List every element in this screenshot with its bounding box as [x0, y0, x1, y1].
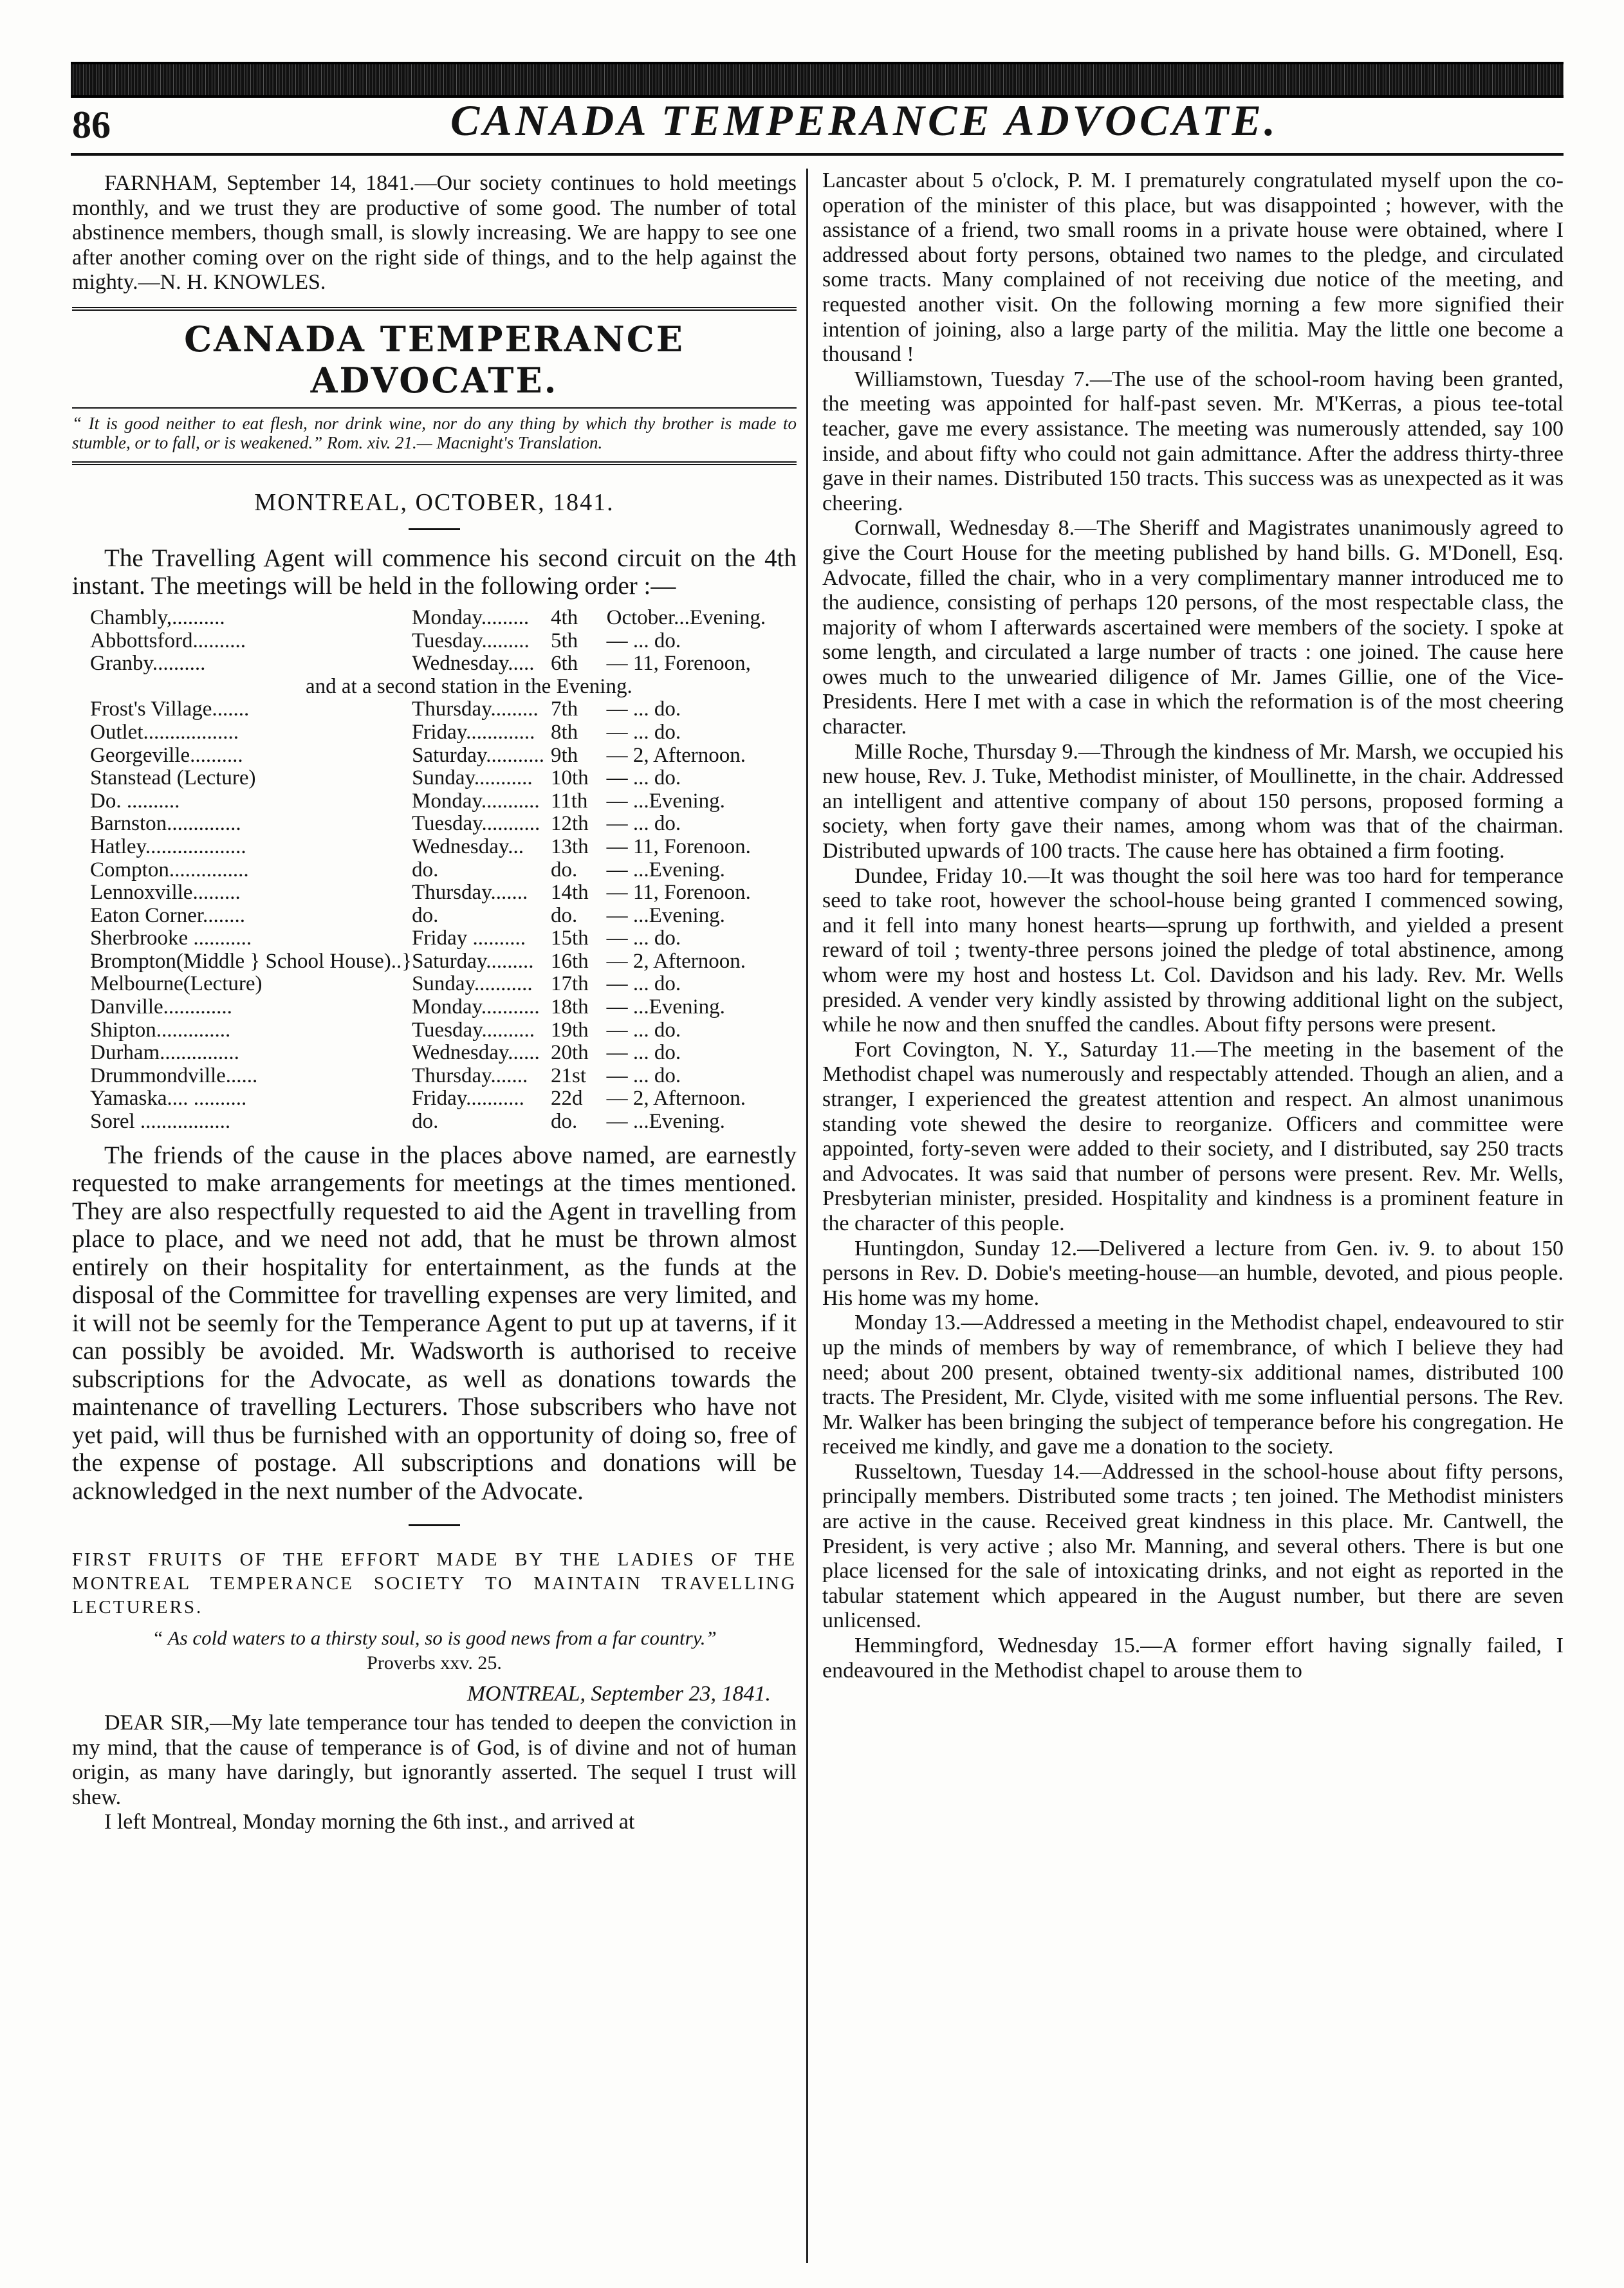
schedule-place: Sherbrooke ........... [90, 927, 252, 950]
report-williamstown: Williamstown, Tuesday 7.—The use of the school-room having been granted, the meeting was appointed for half-past seven. Mr. M'Kerras, a pious tee-total teacher, gave me every assistance. The meeting was numerously attended, say 100 inside, and about fifty who could not gain admittance. After the address thirty-three gave in their names. Distributed 150 tracts. This success was as unexpected as it was cheering. [822, 367, 1564, 515]
schedule-day: Wednesday... [412, 835, 524, 858]
report-mille-roche: Mille Roche, Thursday 9.—Through the kindness of Mr. Marsh, we occupied his new house, Rev. J. Tuke, Methodist minister, of Moullinette, in the chair. Addressed an intelligent and attentive company of about 150 persons, proposed forming a society, when forty gave their names, among whom was that of the chairman. Distributed upwards of 100 tracts. The cause here has obtained a firm footing. [822, 739, 1564, 863]
report-russeltown: Russeltown, Tuesday 14.—Addressed in the school-house about fifty persons, principally members. Distributed some tracts ; ten joined. The Methodist ministers are active in the cause. Received great kindness in this place. Mr. Cantwell, the President, is very active ; also Mr. Manning, and several others. There is but one place licensed for the sale of intoxicating drinks, and not eight as reported in the tabular statement which appeared in the August number, but there are seven unlicensed. [822, 1459, 1564, 1633]
schedule-place: Sorel ................. [90, 1110, 231, 1134]
motto-rule [72, 461, 797, 465]
schedule-day: Monday........... [412, 995, 540, 1019]
schedule-place: Brompton(Middle } School House)..} [90, 949, 412, 973]
agent-intro: The Travelling Agent will commence his second circuit on the 4th instant. The meetings will be held in the following order :— [72, 544, 797, 600]
first-fruits-heading: FIRST FRUITS OF THE EFFORT MADE BY THE LADIES OF THE MONTREAL TEMPERANCE SOCIETY TO MAINTAIN TRAVELLING LECTURERS. [72, 1549, 797, 1618]
schedule-date: 21st [550, 1064, 586, 1087]
meeting-schedule [90, 607, 766, 1134]
schedule-row [90, 1019, 766, 1042]
schedule-time: — ... do. [606, 697, 681, 721]
schedule-row [90, 607, 766, 630]
schedule-date: 10th [550, 766, 589, 790]
schedule-day: Tuesday......... [412, 629, 530, 652]
report-dundee: Dundee, Friday 10.—It was thought the soil here was too hard for temperance seed to take root, however the school-house being granted I commenced sowing, and it fell into many honest hearts—sprung up forthwith, and yielded a present reward of toil ; twenty-three persons joined the pledge of total abstinence, among whom were my host and hostess Lt. Col. Davidson and his lady. Rev. Mr. Wells presided. A vender very kindly assisted by throwing additional light on the subject, while he now and then snuffed the candles. About fifty persons were present. [822, 863, 1564, 1037]
schedule-time: — 11, Forenoon, [606, 652, 751, 676]
schedule-date: do. [550, 903, 578, 927]
schedule-place: Lennoxville......... [90, 881, 241, 905]
schedule-row [90, 950, 766, 973]
schedule-place: Barnston.............. [90, 812, 241, 836]
schedule-place: Abbottsford.......... [90, 629, 246, 652]
schedule-time: — 11, Forenoon. [606, 881, 751, 905]
schedule-note: and at a second station in the Evening. [306, 674, 632, 698]
schedule-day: Wednesday...... [412, 1041, 540, 1065]
schedule-day: Thursday....... [412, 881, 528, 905]
schedule-day: Tuesday.......... [412, 1018, 535, 1042]
friends-paragraph: The friends of the cause in the places above named, are earnestly requested to make arrangements for meetings at the times mentioned. They are also respectfully requested to aid the Agent in travelling from place to place, and we need not add, that he must be thrown almost entirely on their hospitality for entertainment, as the funds at the disposal of the Committee for travelling expenses are very limited, and it will not be seemly for the Temperance Agent to put up at taverns, if it can possibly be avoided. Mr. Wadsworth is authorised to receive subscriptions for the Advocate, as well as donations towards the maintenance of travelling Lecturers. Those subscribers who have not yet paid, will thus be furnished with an opportunity of doing so, free of the expense of postage. All subscriptions and donations will be acknowledged in the next number of the Advocate. [72, 1141, 797, 1505]
short-rule [409, 528, 460, 530]
page-number: 86 [72, 104, 111, 146]
schedule-place: Granby.......... [90, 652, 206, 676]
schedule-time: — ...Evening. [606, 903, 725, 927]
schedule-date: 13th [550, 835, 589, 858]
report-cornwall: Cornwall, Wednesday 8.—The Sheriff and Magistrates unanimously agreed to give the Court House for the meeting published by hand bills. G. M'Donell, Esq. Advocate, filled the chair, who in a very complimentary manner introduced me to the audience, consisting of perhaps 120 persons, of the most respectable class, the majority of whom I afterwards ascertained were members of the society. I spoke at some length, and circulated a large number of tracts : one joined. The cause here owes much to the unwearied diligence of Mr. James Gillie, one of the Vice-Presidents. Here I met with a case in which the reformation is of the most cheering character. [822, 516, 1564, 739]
schedule-place: Melbourne(Lecture) [90, 972, 263, 996]
schedule-row [90, 744, 766, 768]
schedule-day: Sunday........... [412, 972, 533, 996]
running-title: CANADA TEMPERANCE ADVOCATE. [450, 96, 1278, 145]
schedule-time: — ... do. [606, 1041, 681, 1065]
schedule-date: 6th [550, 652, 578, 676]
letter-paragraph-1: DEAR SIR,—My late temperance tour has tended to deepen the conviction in my mind, that the cause of temperance is of God, is of divine and not of human origin, as many have daringly, but ignorantly asserted. The sequel I trust will shew. [72, 1710, 797, 1809]
schedule-date: 5th [550, 629, 578, 652]
schedule-day: Monday........... [412, 789, 540, 813]
schedule-row [90, 652, 766, 676]
schedule-time: — ... do. [606, 766, 681, 790]
schedule-date: 4th [550, 605, 578, 629]
schedule-row [90, 698, 766, 721]
masthead-rule-bottom [72, 407, 797, 409]
report-hemmingford: Hemmingford, Wednesday 15.—A former effort having signally failed, I endeavoured in the Methodist chapel to arouse them to [822, 1634, 1564, 1683]
schedule-place: Do. .......... [90, 789, 180, 813]
fruits-reference: Proverbs xxv. 25. [367, 1652, 502, 1674]
fruits-quote: “ As cold waters to a thirsty soul, so is good news from a far country.” [152, 1627, 717, 1650]
schedule-row [90, 905, 766, 928]
schedule-day: Friday........... [412, 1087, 524, 1111]
schedule-time: — ... do. [606, 927, 681, 950]
schedule-day: Wednesday..... [412, 652, 535, 676]
schedule-row [90, 881, 766, 905]
farnham-report: FARNHAM, September 14, 1841.—Our society continues to hold meetings monthly, and we trust they are productive of some good. The number of total abstinence members, though small, is slowly increasing. We are happy to see one after another coming over on the right side of things, and to the help against the mighty.—N. H. KNOWLES. [72, 171, 797, 295]
schedule-date: 7th [550, 697, 578, 721]
schedule-time: — ... do. [606, 629, 681, 652]
masthead-title: CANADA TEMPERANCE ADVOCATE. [184, 318, 685, 401]
schedule-place: Drummondville...... [90, 1064, 258, 1087]
schedule-row [90, 836, 766, 859]
schedule-row [90, 676, 766, 699]
schedule-time: — 2, Afternoon. [606, 1087, 746, 1111]
section-rule [409, 1524, 460, 1526]
schedule-time: — ... do. [606, 1064, 681, 1087]
schedule-row [90, 973, 766, 996]
schedule-place: Danville............. [90, 995, 232, 1019]
schedule-time: — ... do. [606, 720, 681, 744]
schedule-row [90, 630, 766, 653]
left-column [72, 169, 797, 1835]
schedule-day: Monday......... [412, 605, 530, 629]
schedule-time: — ... do. [606, 972, 681, 996]
schedule-row [90, 767, 766, 790]
schedule-date: do. [550, 1110, 578, 1134]
schedule-day: do. [412, 1110, 439, 1134]
report-fort-covington: Fort Covington, N. Y., Saturday 11.—The meeting in the basement of the Methodist chapel was numerously and respectably attended. Though an alien, and a stranger, I experienced the greatest attention and respect. An almost unanimous standing vote shewed the desire to reorganize. Officers and committee were appointed, forty-seven were added to their society, and I distributed, say 250 tracts and Advocates. It was said that number of persons were present. Rev. Mr. Wells, Presbyterian minister, presided. Hospitality and kindness is a prominent feature in the character of this people. [822, 1037, 1564, 1235]
schedule-date: 18th [550, 995, 589, 1019]
schedule-time: — ...Evening. [606, 789, 725, 813]
schedule-day: Thursday......... [412, 697, 539, 721]
schedule-date: 15th [550, 927, 589, 950]
schedule-date: do. [550, 858, 578, 881]
schedule-place: Hatley................... [90, 835, 246, 858]
schedule-time: — ...Evening. [606, 1110, 725, 1134]
schedule-place: Stanstead (Lecture) [90, 766, 256, 790]
schedule-place: Durham............... [90, 1041, 239, 1065]
schedule-date: 16th [550, 949, 589, 973]
issue-dateline: MONTREAL, OCTOBER, 1841. [254, 488, 614, 516]
column-divider [806, 169, 808, 2263]
schedule-date: 22d [550, 1087, 583, 1111]
schedule-time: — ... do. [606, 1018, 681, 1042]
schedule-place: Georgeville.......... [90, 743, 243, 767]
schedule-row [90, 790, 766, 813]
schedule-place: Frost's Village....... [90, 697, 250, 721]
schedule-day: Thursday....... [412, 1064, 528, 1087]
schedule-date: 12th [550, 812, 589, 836]
letter-paragraph-2: I left Montreal, Monday morning the 6th inst., and arrived at [104, 1810, 635, 1834]
report-huntingdon: Huntingdon, Sunday 12.—Delivered a lecture from Gen. iv. 9. to about 150 persons in Rev. D. Dobie's meeting-house—an humble, devoted, and pious people. His home was my home. [822, 1236, 1564, 1310]
schedule-date: 11th [550, 789, 588, 813]
schedule-row [90, 927, 766, 950]
schedule-day: Saturday......... [412, 949, 534, 973]
schedule-day: Saturday........... [412, 743, 544, 767]
schedule-row [90, 859, 766, 882]
masthead-rule-top [72, 307, 797, 311]
schedule-row [90, 1042, 766, 1065]
schedule-time: — ...Evening. [606, 995, 725, 1019]
schedule-date: 8th [550, 720, 578, 744]
schedule-row [90, 721, 766, 744]
right-column [822, 169, 1564, 1683]
top-ornamental-band [71, 62, 1564, 98]
schedule-date: 20th [550, 1041, 589, 1065]
schedule-day: Tuesday........... [412, 812, 540, 836]
schedule-row [90, 1111, 766, 1134]
schedule-place: Shipton.............. [90, 1018, 231, 1042]
masthead-motto: “ It is good neither to eat flesh, nor drink wine, nor do any thing by which thy brother is made to stumble, or to fall, or is weakened.” Rom. xiv. 21.— Macnight's Translation. [72, 413, 797, 452]
schedule-day: do. [412, 903, 439, 927]
schedule-date: 19th [550, 1018, 589, 1042]
schedule-date: 14th [550, 881, 589, 905]
schedule-time: — ... do. [606, 812, 681, 836]
schedule-place: Compton............... [90, 858, 249, 881]
schedule-time: — 2, Afternoon. [606, 949, 746, 973]
schedule-place: Eaton Corner........ [90, 903, 246, 927]
schedule-day: Friday............. [412, 720, 535, 744]
schedule-row [90, 1087, 766, 1111]
schedule-day: Sunday........... [412, 766, 533, 790]
schedule-time: October...Evening. [606, 605, 766, 629]
schedule-day: Friday .......... [412, 927, 526, 950]
header-rule [71, 153, 1564, 156]
schedule-date: 17th [550, 972, 589, 996]
schedule-date: 9th [550, 743, 578, 767]
schedule-time: — 11, Forenoon. [606, 835, 751, 858]
report-monday-13: Monday 13.—Addressed a meeting in the Methodist chapel, endeavoured to stir up the minds of members by way of remembrance, of which I believe they had need; about 200 present, obtained twenty-six additional names, distributed 100 tracts. The President, Mr. Clyde, visited with me some influential persons. The Rev. Mr. Walker has been bringing the subject of temperance before his congregation. He received me kindly, and gave me a donation to the society. [822, 1311, 1564, 1459]
schedule-place: Chambly,.......... [90, 605, 225, 629]
schedule-day: do. [412, 858, 439, 881]
schedule-row [90, 996, 766, 1019]
schedule-row [90, 813, 766, 836]
letter-dateline: MONTREAL, September 23, 1841. [466, 1682, 771, 1706]
schedule-time: — ...Evening. [606, 858, 725, 881]
schedule-place: Outlet.................. [90, 720, 239, 744]
schedule-time: — 2, Afternoon. [606, 743, 746, 767]
schedule-place: Yamaska.... .......... [90, 1087, 247, 1111]
report-lancaster: Lancaster about 5 o'clock, P. M. I prematurely congratulated myself upon the co-operation of the minister of this place, but was disappointed ; however, with the assistance of a friend, two small rooms in a private house were obtained, where I addressed about forty persons, obtained two names to the pledge, and circulated some tracts. Many complained of not receiving due notice of the meeting, and requested another visit. On the following morning a few more signified their intention of joining, also a large party of the militia. May the little one become a thousand ! [822, 169, 1564, 367]
schedule-row [90, 1065, 766, 1088]
